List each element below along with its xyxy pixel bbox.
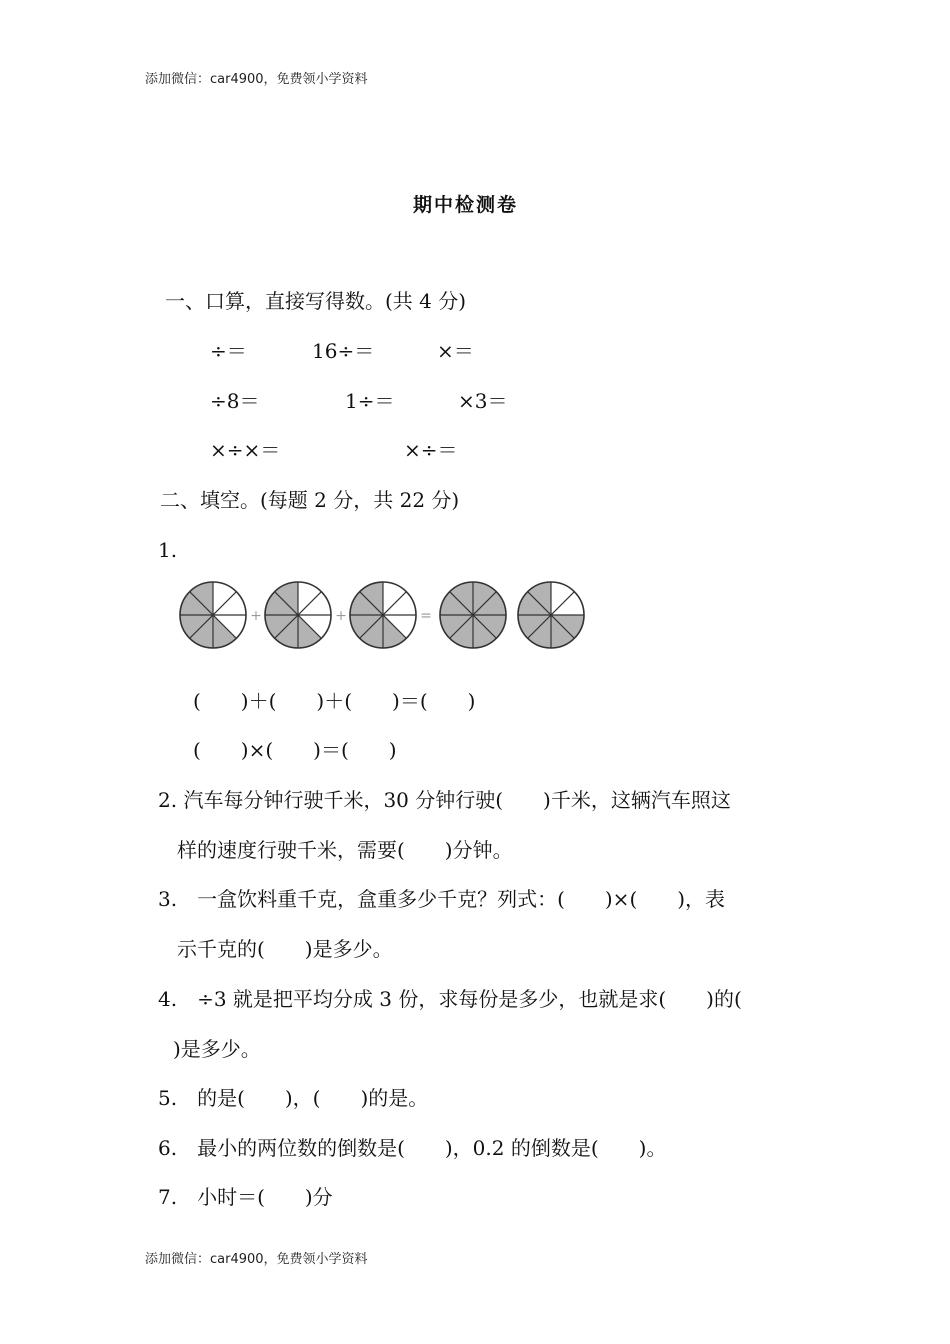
q5-line: 5. 的是( )，( )的是。 bbox=[158, 1086, 429, 1110]
calc-item: ×÷×＝ bbox=[210, 438, 281, 462]
q4-line-2: )是多少。 bbox=[173, 1037, 261, 1061]
page-header: 添加微信：car4900，免费领小学资料 bbox=[145, 72, 368, 87]
fraction-wheel bbox=[180, 582, 246, 648]
calc-item: ÷8＝ bbox=[210, 389, 260, 413]
calc-item: 1÷＝ bbox=[345, 389, 395, 413]
fraction-wheel bbox=[518, 582, 584, 648]
section1-heading: 一、口算，直接写得数。(共 4 分) bbox=[165, 289, 467, 313]
q1-blank-line-2: ( )×( )＝( ) bbox=[193, 738, 397, 762]
q2-line-1: 2. 汽车每分钟行驶千米，30 分钟行驶( )千米，这辆汽车照这 bbox=[158, 788, 731, 812]
fraction-wheel bbox=[440, 582, 506, 648]
section2-heading: 二、填空。(每题 2 分，共 22 分) bbox=[160, 488, 460, 512]
page-footer: 添加微信：car4900，免费领小学资料 bbox=[145, 1252, 368, 1267]
equals-sign: = bbox=[420, 608, 432, 624]
question-number: 1. bbox=[158, 538, 178, 562]
calc-item: ÷＝ bbox=[210, 339, 247, 363]
fraction-wheel bbox=[265, 582, 331, 648]
calc-item: 16÷＝ bbox=[312, 339, 375, 363]
plus-sign: + bbox=[335, 608, 347, 624]
q6-line: 6. 最小的两位数的倒数是( )，0.2 的倒数是( )。 bbox=[158, 1136, 667, 1160]
q4-line-1: 4. ÷3 就是把平均分成 3 份，求每份是多少，也就是求( )的( bbox=[158, 987, 742, 1011]
q3-line-1: 3. 一盒饮料重千克，盒重多少千克？列式：( )×( )，表 bbox=[158, 887, 726, 911]
q3-line-2: 示千克的( )是多少。 bbox=[177, 937, 393, 961]
calc-item: ×＝ bbox=[437, 339, 474, 363]
page-title: 期中检测卷 bbox=[413, 194, 519, 216]
q7-line: 7. 小时＝( )分 bbox=[158, 1185, 333, 1209]
plus-sign: + bbox=[250, 608, 262, 624]
q1-blank-line-1: ( )＋( )＋( )＝( ) bbox=[193, 689, 476, 713]
calc-item: ×÷＝ bbox=[404, 438, 458, 462]
fraction-wheels-figure bbox=[178, 580, 588, 650]
calc-item: ×3＝ bbox=[458, 389, 508, 413]
q2-line-2: 样的速度行驶千米，需要( )分钟。 bbox=[177, 838, 513, 862]
fraction-wheel bbox=[350, 582, 416, 648]
